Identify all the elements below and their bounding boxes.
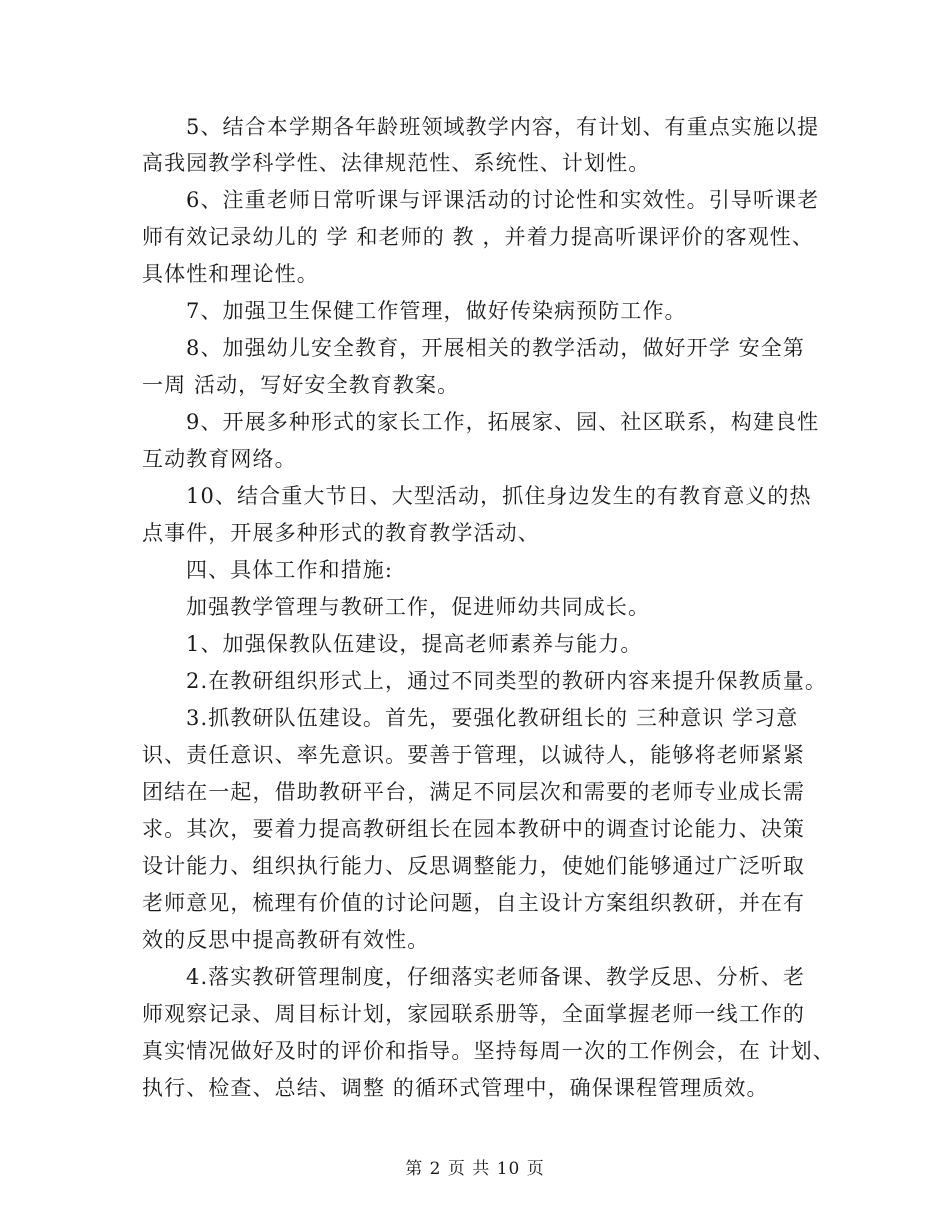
paragraph-line: 一周 活动，写好安全教育教案。 xyxy=(142,373,460,397)
paragraph-line: 效的反思中提高教研有效性。 xyxy=(142,928,430,952)
paragraph-line: 师观察记录、周目标计划，家园联系册等，全面掌握老师一线工作的 xyxy=(142,1002,805,1026)
paragraph-line: 高我园教学科学性、法律规范性、系统性、计划性。 xyxy=(142,151,651,175)
paragraph-line: 设计能力、组织执行能力、反思调整能力，使她们能够通过广泛听取 xyxy=(142,854,805,878)
paragraph-line: 真实情况做好及时的评价和指导。坚持每周一次的工作例会，在 计划、 xyxy=(142,1039,835,1063)
paragraph-line: 5、结合本学期各年龄班领域教学内容，有计划、有重点实施以提 xyxy=(186,115,820,139)
paragraph-line: 1、加强保教队伍建设，提高老师素养与能力。 xyxy=(186,632,643,656)
paragraph-line: 10、结合重大节日、大型活动，抓住身边发生的有教育意义的热 xyxy=(186,484,812,508)
paragraph-line: 老师意见，梳理有价值的讨论问题，自主设计方案组织教研，并在有 xyxy=(142,891,805,915)
paragraph-line: 9、开展多种形式的家长工作，拓展家、园、社区联系，构建良性 xyxy=(186,410,820,434)
paragraph-line: 加强教学管理与教研工作，促进师幼共同成长。 xyxy=(186,595,651,619)
paragraph-line: 识、责任意识、率先意识。要善于管理，以诚待人，能够将老师紧紧 xyxy=(142,743,805,767)
paragraph-line: 师有效记录幼儿的 学 和老师的 教 ，并着力提高听课评价的客观性、 xyxy=(142,225,814,249)
paragraph-line: 7、加强卫生保健工作管理，做好传染病预防工作。 xyxy=(186,299,687,323)
paragraph-line: 具体性和理论性。 xyxy=(142,262,319,286)
paragraph-line: 执行、检查、总结、调整 的循环式管理中，确保课程管理质效。 xyxy=(142,1076,769,1100)
paragraph-line: 3.抓教研队伍建设。首先，要强化教研组长的 三种意识 学习意 xyxy=(186,706,799,730)
paragraph-line: 6、注重老师日常听课与评课活动的讨论性和实效性。引导听课老 xyxy=(186,188,820,212)
paragraph-line: 2.在教研组织形式上，通过不同类型的教研内容来提升保教质量。 xyxy=(186,669,828,693)
paragraph-line: 团结在一起，借助教研平台，满足不同层次和需要的老师专业成长需 xyxy=(142,780,805,804)
paragraph-line: 4.落实教研管理制度，仔细落实老师备课、教学反思、分析、老 xyxy=(186,965,805,989)
page-number-footer: 第 2 页 共 10 页 xyxy=(405,1159,545,1179)
paragraph-line: 求。其次，要着力提高教研组长在园本教研中的调查讨论能力、决策 xyxy=(142,817,805,841)
paragraph-line: 互动教育网络。 xyxy=(142,447,297,471)
paragraph-line: 点事件，开展多种形式的教育教学活动、 xyxy=(142,521,540,545)
paragraph-line: 8、加强幼儿安全教育，开展相关的教学活动，做好开学 安全第 xyxy=(186,336,805,360)
section-heading: 四、具体工作和措施: xyxy=(186,558,394,582)
